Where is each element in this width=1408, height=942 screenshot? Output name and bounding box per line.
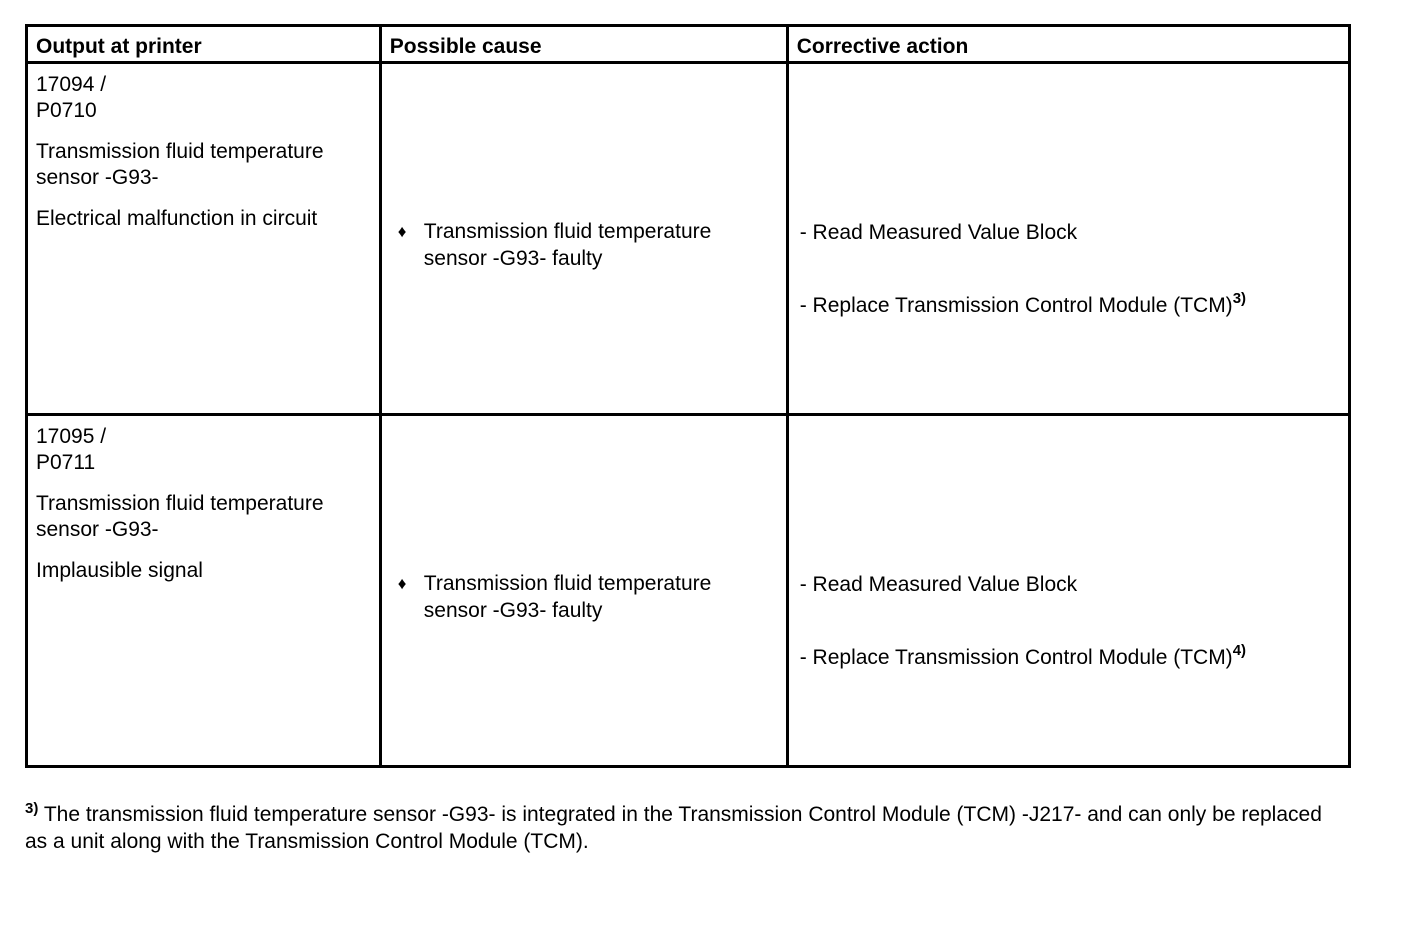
component-name: Transmission fluid temperature sensor -G93-: [36, 492, 324, 541]
output-cell: [27, 63, 381, 415]
fault-code: 17094 /: [36, 73, 107, 96]
cause-cell: [380, 415, 787, 767]
footnote-marker: 3): [25, 800, 39, 817]
footnote-reference: 3): [1232, 290, 1247, 307]
action-replace-tcm: - Replace Transmission Control Module (TCM)$^{3)}$: [799, 290, 1247, 317]
obd-code: P0711: [36, 451, 96, 474]
obd-code: P0710: [36, 99, 97, 122]
footnote-text: The transmission fluid temperature sensor -G93- is integrated in the Transmission Control Module (TCM) -J217- and can only be replaced as a unit along with the Transmission Control Module (TCM).: [25, 803, 1322, 853]
cause-cell: [380, 63, 787, 415]
action-replace-tcm: - Replace Transmission Control Module (TCM)$^{4)}$: [799, 642, 1247, 669]
footnote: [25, 801, 1345, 855]
diamond-bullet-icon: ♦: [397, 574, 407, 593]
action-cell: [787, 415, 1349, 767]
action-read-measured-value-block: - Read Measured Value Block: [799, 221, 1078, 244]
output-cell: [27, 415, 381, 767]
fault-code: 17095 /: [36, 425, 107, 448]
header-possible-cause: Possible cause: [380, 26, 787, 63]
fault-description: Implausible signal: [36, 559, 203, 582]
table-row: [27, 415, 1350, 767]
possible-cause-text: Transmission fluid temperature sensor -G93- faulty: [423, 220, 712, 270]
table-row: [27, 63, 1350, 415]
component-name: Transmission fluid temperature sensor -G93-: [36, 140, 324, 189]
diamond-bullet-icon: ♦: [397, 222, 407, 241]
fault-code-table: [25, 24, 1351, 768]
header-output-at-printer: Output at printer: [27, 26, 381, 63]
possible-cause-text: Transmission fluid temperature sensor -G93- faulty: [423, 572, 712, 622]
action-read-measured-value-block: - Read Measured Value Block: [799, 573, 1078, 596]
footnote-reference: 4): [1232, 642, 1247, 659]
header-corrective-action: Corrective action: [787, 26, 1349, 63]
action-cell: [787, 63, 1349, 415]
table-header-row: [27, 26, 1350, 63]
fault-description: Electrical malfunction in circuit: [36, 207, 318, 230]
